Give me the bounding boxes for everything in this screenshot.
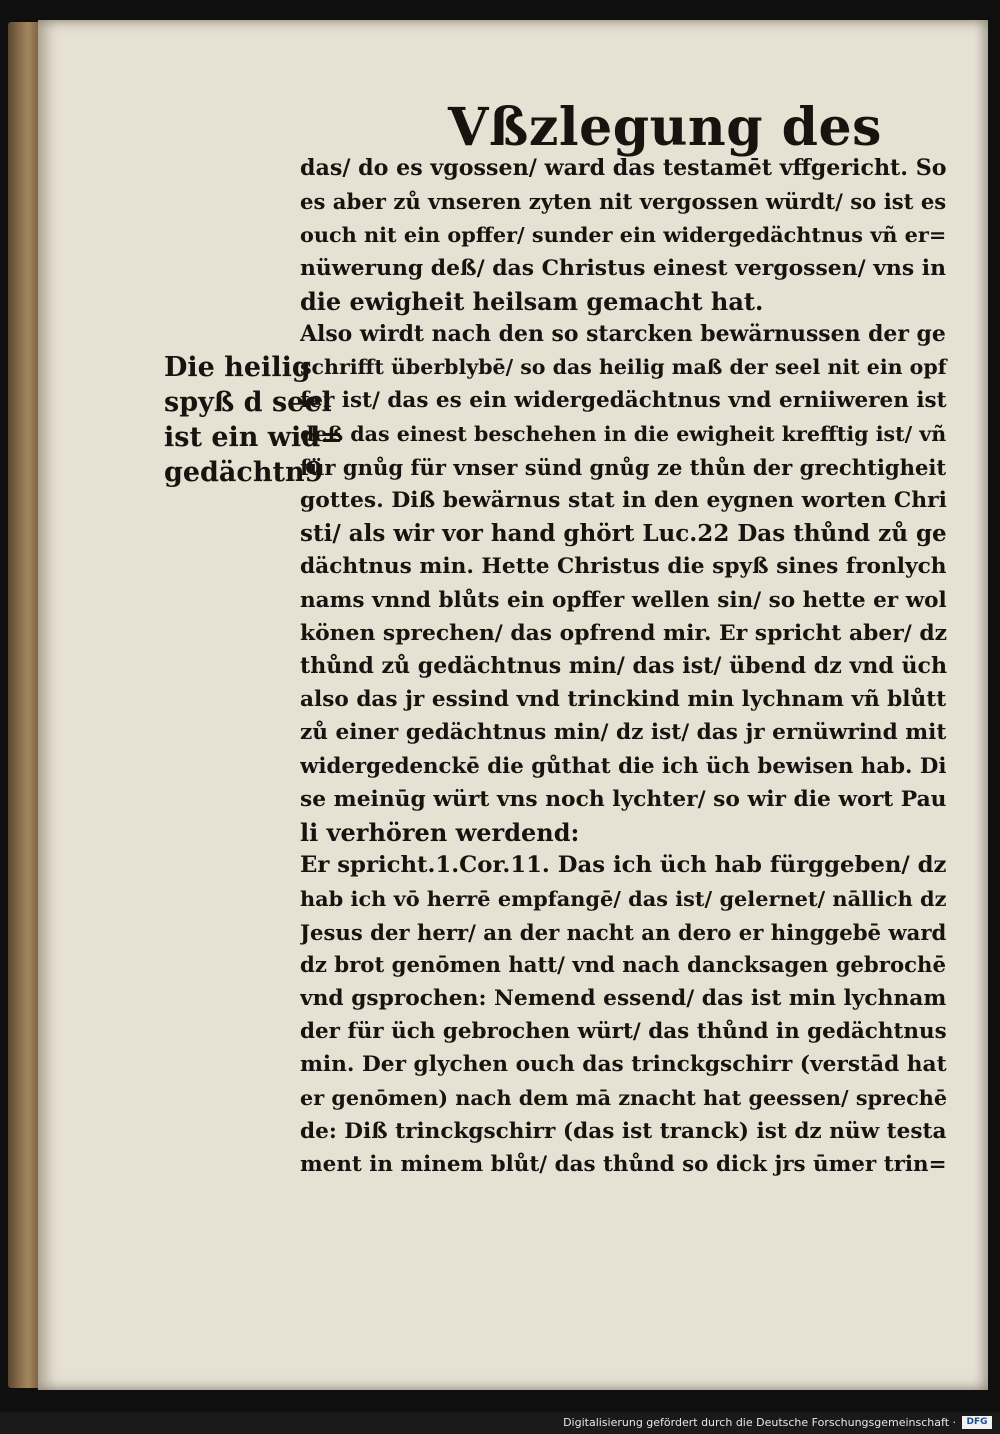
text-line: die ewigheit heilsam gemacht hat. (300, 286, 764, 316)
text-line: widergedenckē die gůthat die ich üch bewisen hab. Di (300, 753, 947, 779)
text-line: fer ist/ das es ein widergedächtnus vnd erniiweren ist (300, 388, 947, 414)
text-line: vnd gsprochen: Nemend essend/ das ist min lychnam (300, 986, 947, 1012)
text-line: der für üch gebrochen würt/ das thůnd in gedächtnus (300, 1019, 947, 1045)
text-line: se meinūg würt vns noch lychter/ so wir die wort Pau (300, 786, 947, 812)
footer-bar (0, 1412, 1000, 1434)
text-line: hab ich vō herrē empfangē/ das ist/ gelernet/ nāllich dz (300, 886, 947, 912)
text-line: deß das einest beschehen in die ewigheit krefftig ist/ vñ (300, 421, 947, 446)
text-line: Jesus der herr/ an der nacht an dero er hinggebē ward (300, 919, 947, 945)
marginal-note (164, 350, 343, 490)
text-line: li verhören werdend: (300, 818, 580, 848)
text-line: schrifft überblybē/ so das heilig maß der seel nit ein opf (300, 355, 947, 380)
text-line: dächtnus min. Hette Christus die spyß sines fronlych (300, 554, 947, 580)
text-line: sti/ als wir vor hand ghört Luc.22 Das thůnd zů ge (300, 520, 947, 548)
text-line: Er spricht.1.Cor.11. Das ich üch hab fürggeben/ dz (300, 852, 947, 879)
text-line: dz brot genōmen hatt/ vnd nach dancksagen gebrochē (300, 952, 946, 978)
text-line: also das jr essind vnd trinckind min lychnam vñ blůtt (300, 687, 947, 713)
text-line: de: Diß trinckgschirr (das ist tranck) ist dz nüw testa (300, 1118, 947, 1144)
marginal-note-line: ist ein wid= (164, 422, 343, 453)
funding-credit: Digitalisierung gefördert durch die Deutsche Forschungsgemeinschaft · (563, 1416, 956, 1429)
text-line: für gnůg für vnser sünd gnůg ze thůn der grechtigheit (300, 454, 947, 480)
text-line: er genōmen) nach dem mā znacht hat geessen/ sprechē (300, 1085, 948, 1110)
text-line: Also wirdt nach den so starcken bewärnussen der ge (300, 321, 946, 348)
text-line: nüwerung deß/ das Christus einest vergossen/ vns in (300, 254, 946, 281)
text-line: thůnd zů gedächtnus min/ das ist/ übend dz vnd üch (300, 653, 947, 680)
text-line: ouch nit ein opffer/ sunder ein widergedächtnus vñ er= (300, 222, 947, 248)
text-line: min. Der glychen ouch das trinckgschirr (verstād hat (300, 1052, 947, 1078)
text-line: zů einer gedächtnus min/ dz ist/ das jr ernüwrind mit (300, 720, 947, 746)
book-page (38, 20, 988, 1390)
marginal-note-line: spyß d seel (164, 387, 332, 418)
text-line: ment in minem blůt/ das thůnd so dick jrs ūmer trin= (300, 1152, 947, 1178)
dfg-logo: DFG (962, 1416, 992, 1429)
text-line: es aber zů vnseren zyten nit vergossen würdt/ so ist es (300, 189, 947, 215)
marginal-note-line: Die heilig (164, 352, 311, 383)
text-line: könen sprechen/ das opfrend mir. Er spricht aber/ dz (300, 620, 947, 646)
text-line: nams vnnd blůts ein opffer wellen sin/ so hette er wol (300, 587, 947, 613)
marginal-note-line: gedächtn9 (164, 457, 324, 488)
book-fore-edge (8, 22, 42, 1388)
text-line: gottes. Diß bewärnus stat in den eygnen worten Chri (300, 488, 947, 514)
body-text (300, 152, 960, 1181)
text-line: das/ do es vgossen/ ward das testamēt vffgericht. So (300, 155, 947, 181)
running-head: Vßzlegung des (448, 97, 882, 158)
